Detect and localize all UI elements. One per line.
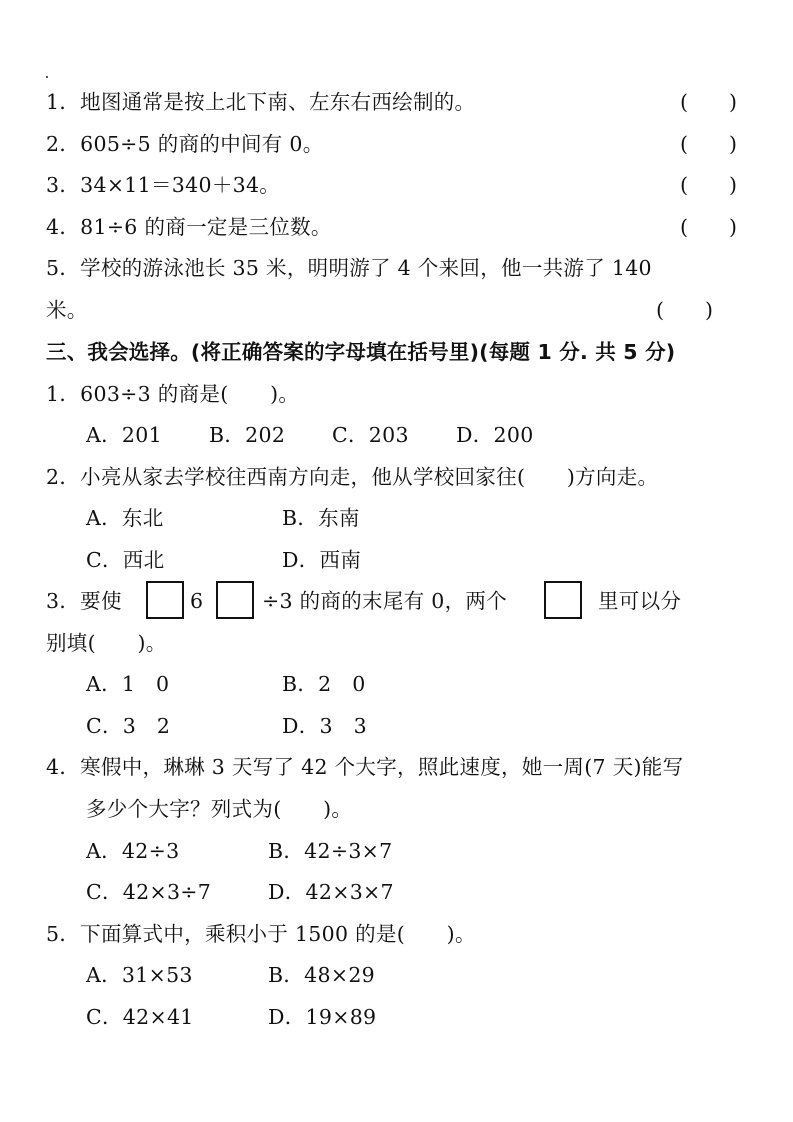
judgment-blank-4[interactable]: ( ): [680, 215, 737, 239]
judgment-item-5: 5．学校的游泳池长 35 米，明明游了 4 个来回，他一共游了 140: [46, 256, 652, 280]
q5-option-b[interactable]: B．48×29: [268, 963, 376, 987]
q4-option-a[interactable]: A．42÷3: [86, 839, 180, 863]
judgment-blank-3[interactable]: ( ): [680, 173, 737, 197]
q1-option-b[interactable]: B．202: [209, 423, 286, 447]
question-1-stem: 1．603÷3 的商是( )。: [46, 382, 300, 406]
question-4-stem: 4．寒假中，琳琳 3 天写了 42 个大字，照此速度，她一周(7 天)能写: [46, 755, 684, 779]
q2-option-b[interactable]: B．东南: [282, 506, 360, 530]
q2-option-c[interactable]: C．西北: [86, 548, 165, 572]
q2-option-a[interactable]: A．东北: [86, 506, 164, 530]
judgment-item-4: 4．81÷6 的商一定是三位数。: [46, 215, 332, 239]
question-3-stem-d: 里可以分: [598, 589, 682, 613]
q5-option-a[interactable]: A．31×53: [86, 963, 193, 987]
q3-option-d[interactable]: D．3 3: [282, 714, 368, 738]
q4-option-c[interactable]: C．42×3÷7: [86, 880, 212, 904]
question-2-stem: 2．小亮从家去学校往西南方向走，他从学校回家往( )方向走。: [46, 465, 659, 489]
scan-dot: [46, 76, 48, 78]
q3-option-a[interactable]: A．1 0: [86, 672, 170, 696]
judgment-item-3: 3．34×11＝340＋34。: [46, 173, 281, 197]
q3-option-c[interactable]: C．3 2: [86, 714, 171, 738]
digit-box-legend: [544, 581, 582, 619]
question-3-stem-c: ÷3 的商的末尾有 0，两个: [262, 589, 507, 613]
judgment-blank-2[interactable]: ( ): [680, 132, 737, 156]
judgment-item-2: 2．605÷5 的商的中间有 0。: [46, 132, 324, 156]
question-4-stem-cont: 多少个大字？列式为( )。: [86, 797, 353, 821]
q5-option-c[interactable]: C．42×41: [86, 1005, 194, 1029]
digit-box-2[interactable]: [216, 581, 254, 619]
judgment-item-1: 1．地图通常是按上北下南、左东右西绘制的。: [46, 90, 476, 114]
q5-option-d[interactable]: D．19×89: [268, 1005, 377, 1029]
q4-option-d[interactable]: D．42×3×7: [268, 880, 394, 904]
q1-option-a[interactable]: A．201: [86, 423, 162, 447]
question-3-stem-cont: 别填( )。: [46, 631, 167, 655]
q3-option-b[interactable]: B．2 0: [282, 672, 366, 696]
digit-box-1[interactable]: [146, 581, 184, 619]
q1-option-d[interactable]: D．200: [456, 423, 534, 447]
section-heading: 三、我会选择。(将正确答案的字母填在括号里)(每题 1 分. 共 5 分): [46, 340, 676, 364]
q2-option-d[interactable]: D．西南: [282, 548, 362, 572]
q1-option-c[interactable]: C．203: [332, 423, 409, 447]
question-5-stem: 5．下面算式中，乘积小于 1500 的是( )。: [46, 922, 476, 946]
question-3-stem-b: 6: [190, 589, 204, 613]
judgment-blank-5[interactable]: ( ): [656, 298, 713, 322]
judgment-item-5-cont: 米。: [46, 298, 88, 322]
q4-option-b[interactable]: B．42÷3×7: [268, 839, 393, 863]
question-3-stem-a: 3．要使: [46, 589, 122, 613]
judgment-blank-1[interactable]: ( ): [680, 90, 737, 114]
